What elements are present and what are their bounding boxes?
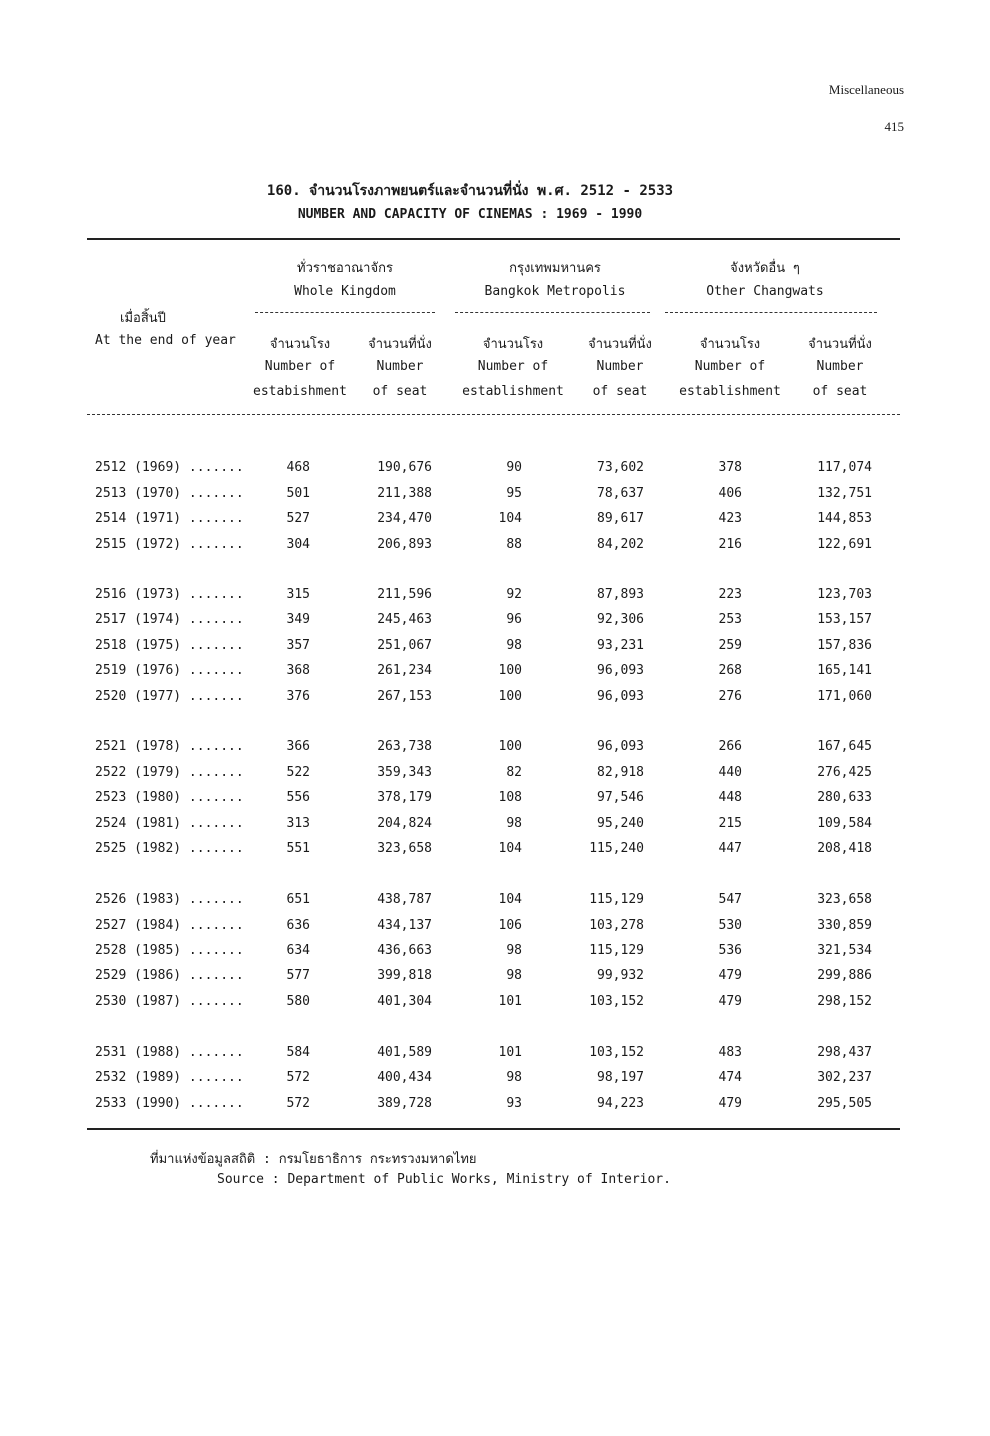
cell: 577 <box>286 968 310 983</box>
cell: 253 <box>718 612 742 627</box>
cell: 103,152 <box>589 994 644 1009</box>
cell: 530 <box>718 918 742 933</box>
row-year: 2521 (1978) ....... <box>95 739 244 754</box>
cell: 479 <box>718 968 742 983</box>
cell: 84,202 <box>597 537 644 552</box>
cell: 104 <box>498 892 522 907</box>
cell: 536 <box>718 943 742 958</box>
section-name: Miscellaneous <box>828 82 904 97</box>
cell: 88 <box>506 537 522 552</box>
cell: 190,676 <box>377 460 432 475</box>
cell: 276,425 <box>817 765 872 780</box>
group-header-thai: จังหวัดอื่น ๆ <box>730 261 800 276</box>
header-bottom-rule <box>87 414 900 415</box>
cell: 204,824 <box>377 816 432 831</box>
subheader: Number of <box>477 359 549 374</box>
row-year: 2524 (1981) ....... <box>95 816 244 831</box>
cell: 276 <box>718 689 742 704</box>
cell: 406 <box>718 486 742 501</box>
cell: 474 <box>718 1070 742 1085</box>
cell: 96,093 <box>597 689 644 704</box>
subheader: Number <box>376 359 424 374</box>
cell: 651 <box>286 892 310 907</box>
cell: 400,434 <box>377 1070 432 1085</box>
row-year: 2515 (1972) ....... <box>95 537 244 552</box>
cell: 103,278 <box>589 918 644 933</box>
cell: 468 <box>286 460 310 475</box>
cell: 436,663 <box>377 943 432 958</box>
cell: 109,584 <box>817 816 872 831</box>
cell: 378,179 <box>377 790 432 805</box>
cell: 304 <box>286 537 310 552</box>
cell: 98 <box>506 638 522 653</box>
table-title-english: NUMBER AND CAPACITY OF CINEMAS : 1969 - 1990 <box>297 207 643 222</box>
cell: 298,152 <box>817 994 872 1009</box>
cell: 89,617 <box>597 511 644 526</box>
cell: 95 <box>506 486 522 501</box>
row-year: 2512 (1969) ....... <box>95 460 244 475</box>
cell: 100 <box>498 663 522 678</box>
cell: 313 <box>286 816 310 831</box>
cell: 153,157 <box>817 612 872 627</box>
source-note: Source : Department of Public Works, Ministry of Interior. <box>217 1172 671 1187</box>
cell: 93 <box>506 1096 522 1111</box>
cell: 315 <box>286 587 310 602</box>
cell: 106 <box>498 918 522 933</box>
cell: 87,893 <box>597 587 644 602</box>
cell: 115,129 <box>589 943 644 958</box>
table-top-rule <box>87 238 900 240</box>
cell: 299,886 <box>817 968 872 983</box>
cell: 215 <box>718 816 742 831</box>
cell: 401,589 <box>377 1045 432 1060</box>
cell: 323,658 <box>817 892 872 907</box>
row-year: 2528 (1985) ....... <box>95 943 244 958</box>
year-header: At the end of year <box>95 333 236 348</box>
subheader-thai: จำนวนโรง <box>482 337 544 352</box>
group-underline <box>255 312 435 313</box>
cell: 98 <box>506 1070 522 1085</box>
cell: 366 <box>286 739 310 754</box>
cell: 323,658 <box>377 841 432 856</box>
row-year: 2523 (1980) ....... <box>95 790 244 805</box>
subheader: of seat <box>812 384 868 399</box>
cell: 580 <box>286 994 310 1009</box>
cell: 359,343 <box>377 765 432 780</box>
cell: 78,637 <box>597 486 644 501</box>
cell: 434,137 <box>377 918 432 933</box>
cell: 100 <box>498 689 522 704</box>
cell: 266 <box>718 739 742 754</box>
cell: 368 <box>286 663 310 678</box>
cell: 321,534 <box>817 943 872 958</box>
cell: 401,304 <box>377 994 432 1009</box>
cell: 96,093 <box>597 739 644 754</box>
group-header: Whole Kingdom <box>294 284 396 299</box>
cell: 117,074 <box>817 460 872 475</box>
cell: 423 <box>718 511 742 526</box>
cell: 108 <box>498 790 522 805</box>
subheader: Number of <box>264 359 336 374</box>
cell: 93,231 <box>597 638 644 653</box>
row-year: 2514 (1971) ....... <box>95 511 244 526</box>
cell: 263,738 <box>377 739 432 754</box>
cell: 302,237 <box>817 1070 872 1085</box>
subheader: Number <box>596 359 644 374</box>
cell: 132,751 <box>817 486 872 501</box>
cell: 101 <box>498 1045 522 1060</box>
row-year: 2532 (1989) ....... <box>95 1070 244 1085</box>
cell: 82,918 <box>597 765 644 780</box>
cell: 115,240 <box>589 841 644 856</box>
cell: 223 <box>718 587 742 602</box>
cell: 211,596 <box>377 587 432 602</box>
cell: 349 <box>286 612 310 627</box>
cell: 99,932 <box>597 968 644 983</box>
row-year: 2530 (1987) ....... <box>95 994 244 1009</box>
cell: 98 <box>506 968 522 983</box>
subheader: estabishment <box>253 384 347 399</box>
cell: 92 <box>506 587 522 602</box>
page-number: 415 <box>884 119 904 134</box>
cell: 556 <box>286 790 310 805</box>
cell: 399,818 <box>377 968 432 983</box>
cell: 584 <box>286 1045 310 1060</box>
cell: 547 <box>718 892 742 907</box>
subheader: of seat <box>372 384 428 399</box>
cell: 171,060 <box>817 689 872 704</box>
subheader: establishment <box>462 384 564 399</box>
cell: 103,152 <box>589 1045 644 1060</box>
cell: 94,223 <box>597 1096 644 1111</box>
cell: 527 <box>286 511 310 526</box>
row-year: 2529 (1986) ....... <box>95 968 244 983</box>
cell: 165,141 <box>817 663 872 678</box>
subheader-thai: จำนวนโรง <box>699 337 761 352</box>
cell: 522 <box>286 765 310 780</box>
subheader-thai: จำนวนที่นั่ง <box>588 337 652 352</box>
subheader-thai: จำนวนที่นั่ง <box>808 337 872 352</box>
subheader: establishment <box>679 384 781 399</box>
cell: 92,306 <box>597 612 644 627</box>
year-header-thai: เมื่อสิ้นปี <box>120 311 166 326</box>
row-year: 2525 (1982) ....... <box>95 841 244 856</box>
cell: 96 <box>506 612 522 627</box>
cell: 167,645 <box>817 739 872 754</box>
cell: 447 <box>718 841 742 856</box>
cell: 234,470 <box>377 511 432 526</box>
cell: 483 <box>718 1045 742 1060</box>
group-header: Other Changwats <box>706 284 824 299</box>
subheader: of seat <box>592 384 648 399</box>
cell: 298,437 <box>817 1045 872 1060</box>
cell: 378 <box>718 460 742 475</box>
cell: 211,388 <box>377 486 432 501</box>
table-bottom-rule <box>87 1128 900 1130</box>
group-header-thai: กรุงเทพมหานคร <box>509 261 601 276</box>
row-year: 2518 (1975) ....... <box>95 638 244 653</box>
cell: 144,853 <box>817 511 872 526</box>
row-year: 2526 (1983) ....... <box>95 892 244 907</box>
cell: 97,546 <box>597 790 644 805</box>
cell: 82 <box>506 765 522 780</box>
cell: 634 <box>286 943 310 958</box>
table-title-thai: 160. จำนวนโรงภาพยนตร์และจำนวนที่นั่ง พ.ศ. 2512 - 2533 <box>266 183 674 199</box>
cell: 101 <box>498 994 522 1009</box>
subheader-thai: จำนวนโรง <box>269 337 331 352</box>
cell: 357 <box>286 638 310 653</box>
row-year: 2519 (1976) ....... <box>95 663 244 678</box>
cell: 98,197 <box>597 1070 644 1085</box>
cell: 572 <box>286 1096 310 1111</box>
row-year: 2527 (1984) ....... <box>95 918 244 933</box>
row-year: 2520 (1977) ....... <box>95 689 244 704</box>
row-year: 2531 (1988) ....... <box>95 1045 244 1060</box>
cell: 104 <box>498 511 522 526</box>
cell: 330,859 <box>817 918 872 933</box>
cell: 98 <box>506 943 522 958</box>
cell: 73,602 <box>597 460 644 475</box>
cell: 261,234 <box>377 663 432 678</box>
cell: 251,067 <box>377 638 432 653</box>
cell: 95,240 <box>597 816 644 831</box>
cell: 216 <box>718 537 742 552</box>
cell: 245,463 <box>377 612 432 627</box>
cell: 98 <box>506 816 522 831</box>
row-year: 2516 (1973) ....... <box>95 587 244 602</box>
row-year: 2533 (1990) ....... <box>95 1096 244 1111</box>
cell: 551 <box>286 841 310 856</box>
cell: 115,129 <box>589 892 644 907</box>
cell: 208,418 <box>817 841 872 856</box>
cell: 438,787 <box>377 892 432 907</box>
row-year: 2513 (1970) ....... <box>95 486 244 501</box>
cell: 295,505 <box>817 1096 872 1111</box>
source-note-thai: ที่มาแห่งข้อมูลสถิติ : กรมโยธาธิการ กระทรวงมหาดไทย <box>150 1152 477 1167</box>
cell: 389,728 <box>377 1096 432 1111</box>
cell: 90 <box>506 460 522 475</box>
group-header-thai: ทั่วราชอาณาจักร <box>297 261 393 276</box>
cell: 636 <box>286 918 310 933</box>
cell: 206,893 <box>377 537 432 552</box>
cell: 157,836 <box>817 638 872 653</box>
cell: 259 <box>718 638 742 653</box>
group-header: Bangkok Metropolis <box>484 284 626 299</box>
cell: 479 <box>718 994 742 1009</box>
group-underline <box>665 312 877 313</box>
cell: 280,633 <box>817 790 872 805</box>
group-underline <box>455 312 650 313</box>
cell: 448 <box>718 790 742 805</box>
cell: 479 <box>718 1096 742 1111</box>
cell: 501 <box>286 486 310 501</box>
subheader: Number <box>816 359 864 374</box>
row-year: 2517 (1974) ....... <box>95 612 244 627</box>
cell: 268 <box>718 663 742 678</box>
cell: 572 <box>286 1070 310 1085</box>
cell: 100 <box>498 739 522 754</box>
cell: 123,703 <box>817 587 872 602</box>
cell: 376 <box>286 689 310 704</box>
row-year: 2522 (1979) ....... <box>95 765 244 780</box>
subheader-thai: จำนวนที่นั่ง <box>368 337 432 352</box>
subheader: Number of <box>694 359 766 374</box>
cell: 122,691 <box>817 537 872 552</box>
cell: 440 <box>718 765 742 780</box>
cell: 96,093 <box>597 663 644 678</box>
cell: 104 <box>498 841 522 856</box>
cell: 267,153 <box>377 689 432 704</box>
